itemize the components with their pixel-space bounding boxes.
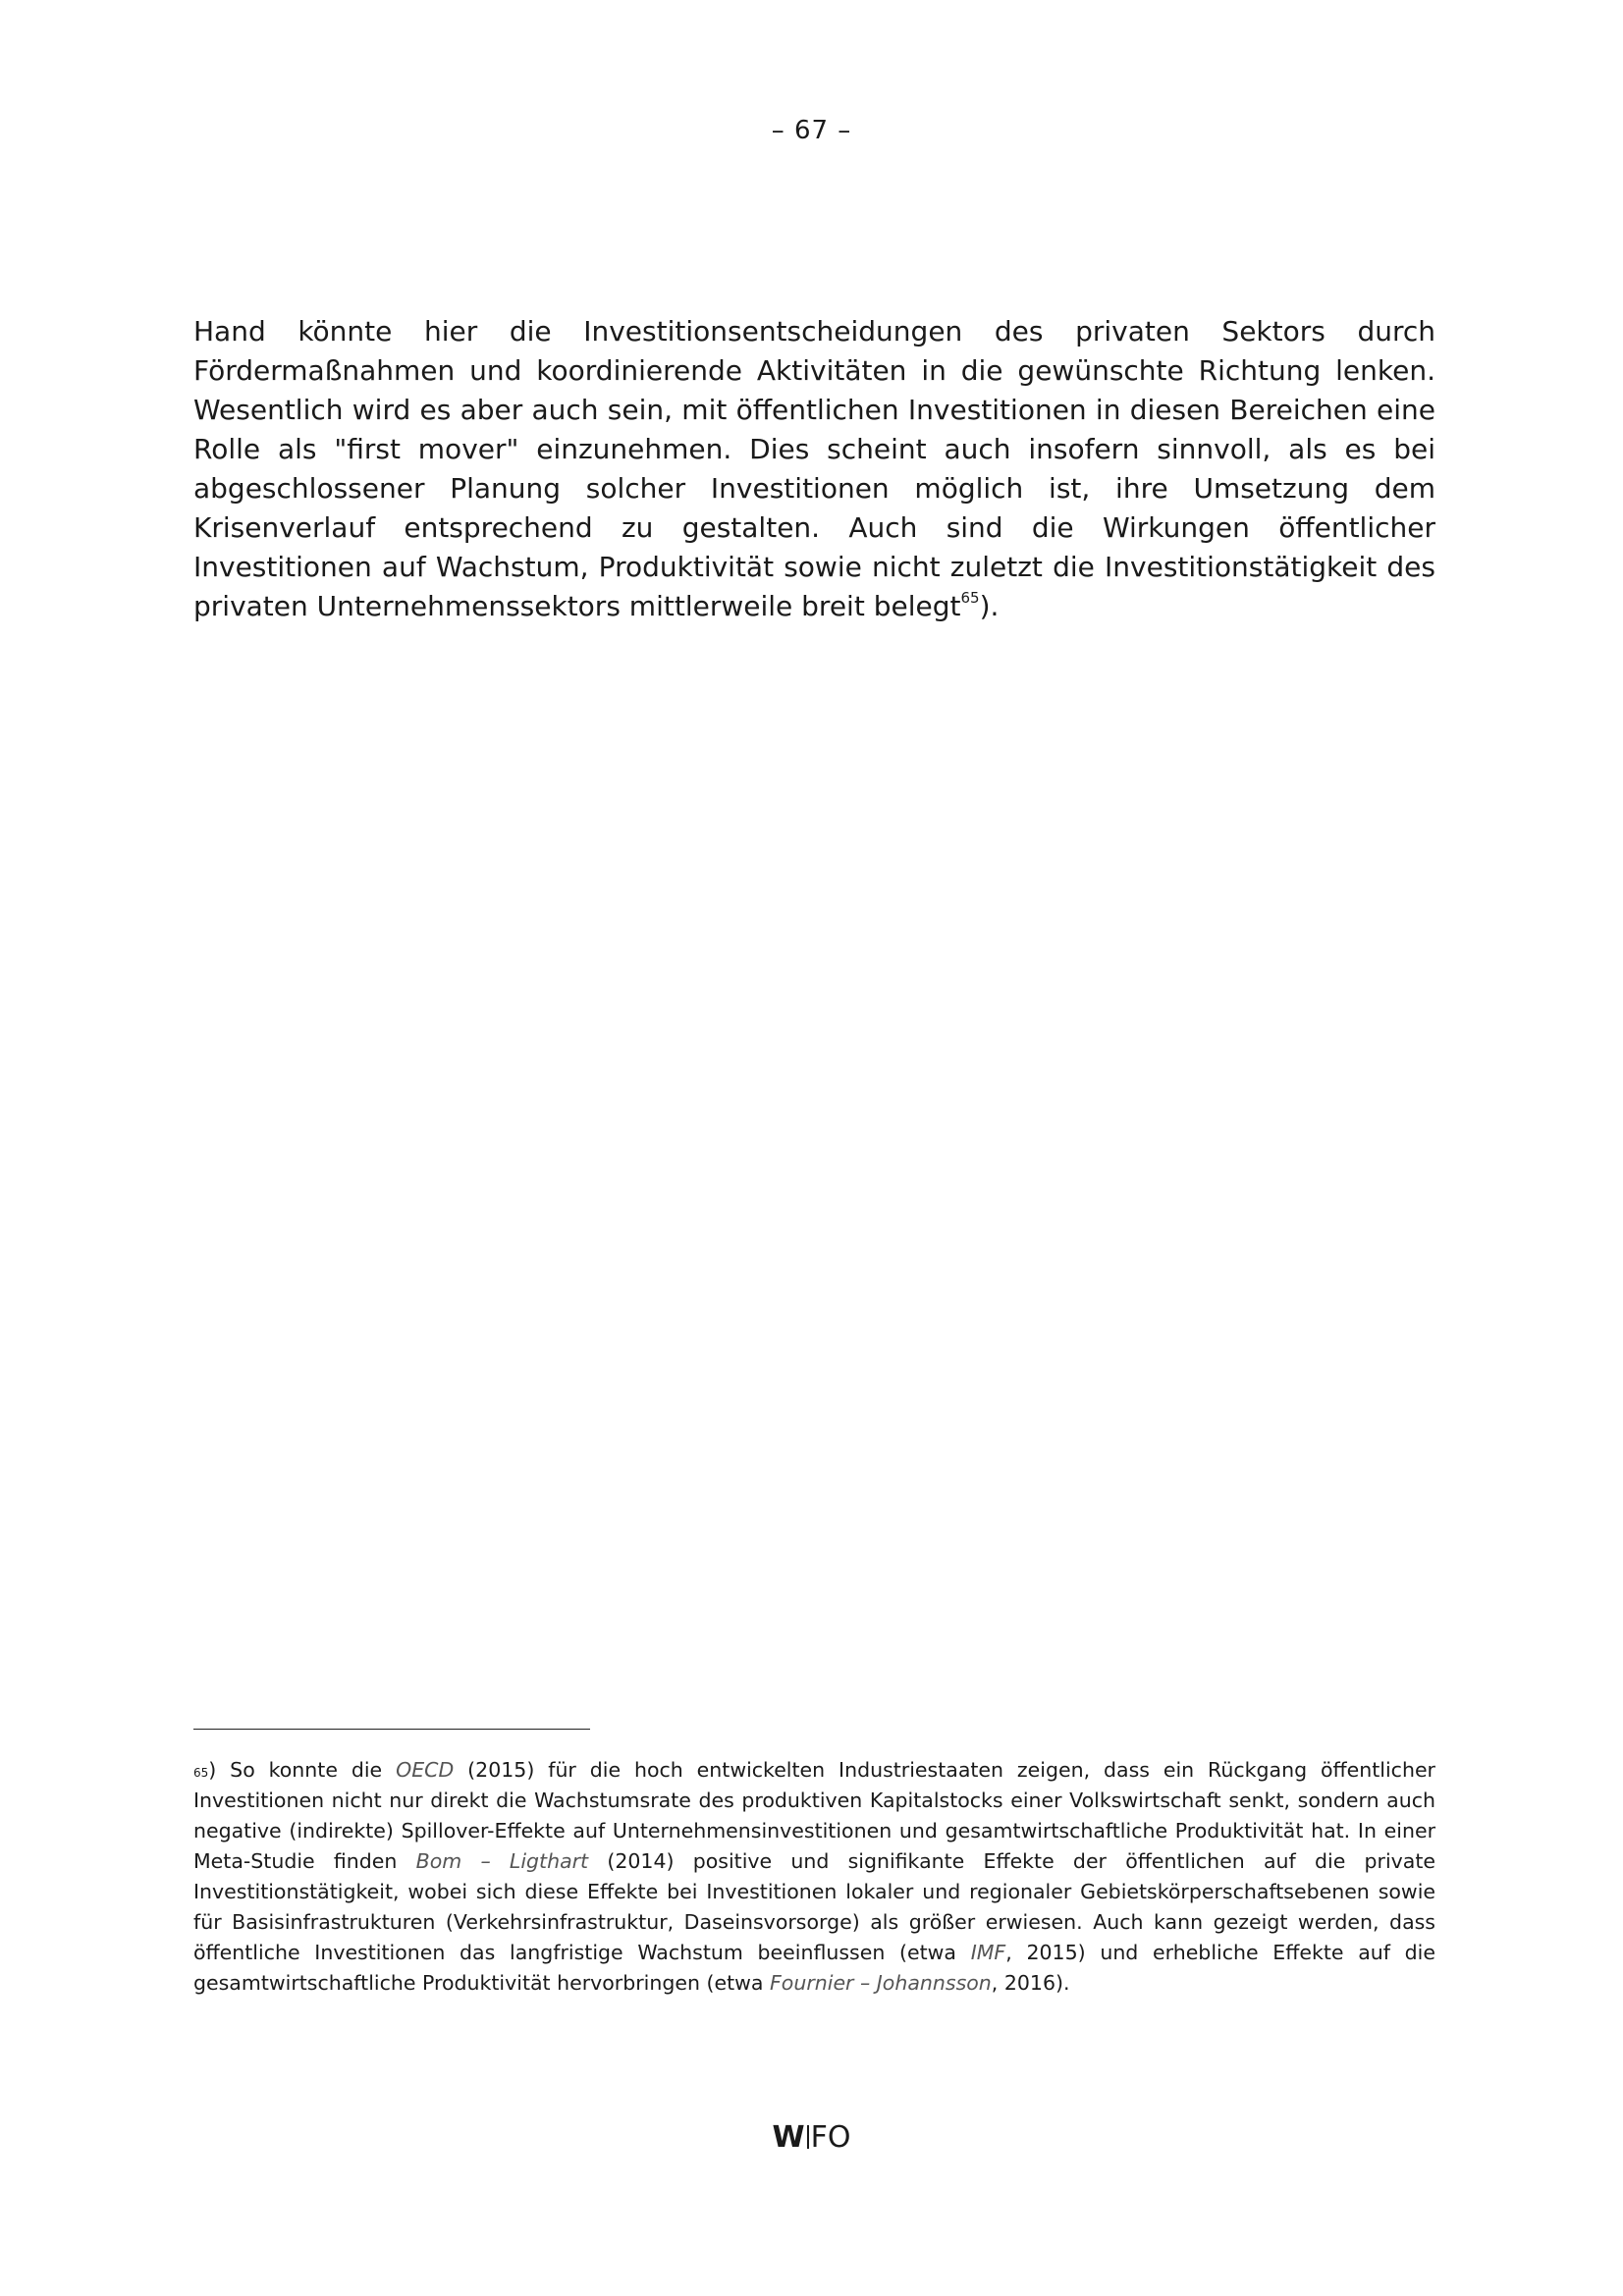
footnote-reference[interactable]: 65 bbox=[960, 589, 980, 607]
page-number: – 67 – bbox=[771, 116, 852, 145]
footnote-text-5: , 2016). bbox=[991, 1971, 1070, 1995]
footnote bbox=[193, 1755, 1435, 1999]
logo-rest: FO bbox=[810, 2120, 851, 2155]
body-text: Hand könnte hier die Investitionsentscheidungen des privaten Sektors durch Fördermaßnahmen und koordinierende Aktivitäten in die gewünschte Richtung lenken. Wesentlich wird es aber auch sein, mit öffentlichen Investitionen in diesen Bereichen eine Rolle als "first mover" einzunehmen. Dies scheint auch insofern sinnvoll, als es bei abgeschlossener Planung solcher Investitionen möglich ist, ihre Umsetzung dem Krisenverlauf entsprechend zu gestalten. Auch sind die Wirkungen öffentlicher Investitionen auf Wachstum, Produktivität sowie nicht zuletzt die Investitionstätigkeit des privaten Unternehmenssektors mittlerweile breit belegt bbox=[193, 315, 1435, 622]
logo-bar bbox=[807, 2125, 809, 2149]
footnote-separator bbox=[193, 1729, 590, 1730]
citation-imf: IMF bbox=[970, 1941, 1006, 1964]
body-closing: ). bbox=[979, 590, 1000, 622]
footnote-text-1: So konnte die bbox=[216, 1758, 397, 1782]
citation-fournier-johannsson: Fournier – Johannsson bbox=[770, 1971, 992, 1995]
footnote-text-4: , 2015) und erhebliche Effekte auf die gesamtwirtschaftliche Produktivität hervorbringen (etwa bbox=[193, 1941, 1435, 1995]
footnote-text-2: (2015) für die hoch entwickelten Industriestaaten zeigen, dass ein Rückgang öffentlicher Investitionen nicht nur direkt die Wachstumsrate des produktiven Kapitalstocks einer Volkswirtschaft senkt, sondern auch negative (indirekte) Spillover-Effekte auf Unternehmensinvestitionen und gesamtwirtschaftliche Produktivität hat. In einer Meta-Studie finden bbox=[193, 1758, 1435, 1873]
logo-w: W bbox=[772, 2120, 805, 2155]
footnote-paren: ) bbox=[208, 1758, 217, 1782]
citation-bom-ligthart: Bom – Ligthart bbox=[415, 1849, 589, 1873]
footnote-text-3: (2014) positive und signifikante Effekte der öffentlichen auf die private Investitionstätigkeit, wobei sich diese Effekte bei Investitionen lokaler und regionaler Gebietskörperschaftsebenen sowie für Basisinfrastrukturen (Verkehrsinfrastruktur, Daseinsvorsorge) als größer erwiesen. Auch kann gezeigt werden, dass öffentliche Investitionen das langfristige Wachstum beeinflussen (etwa bbox=[193, 1849, 1436, 1964]
citation-oecd: OECD bbox=[396, 1758, 455, 1782]
body-paragraph bbox=[193, 312, 1435, 626]
footnote-number: 65 bbox=[193, 1766, 209, 1780]
wifo-logo bbox=[0, 2120, 1623, 2155]
